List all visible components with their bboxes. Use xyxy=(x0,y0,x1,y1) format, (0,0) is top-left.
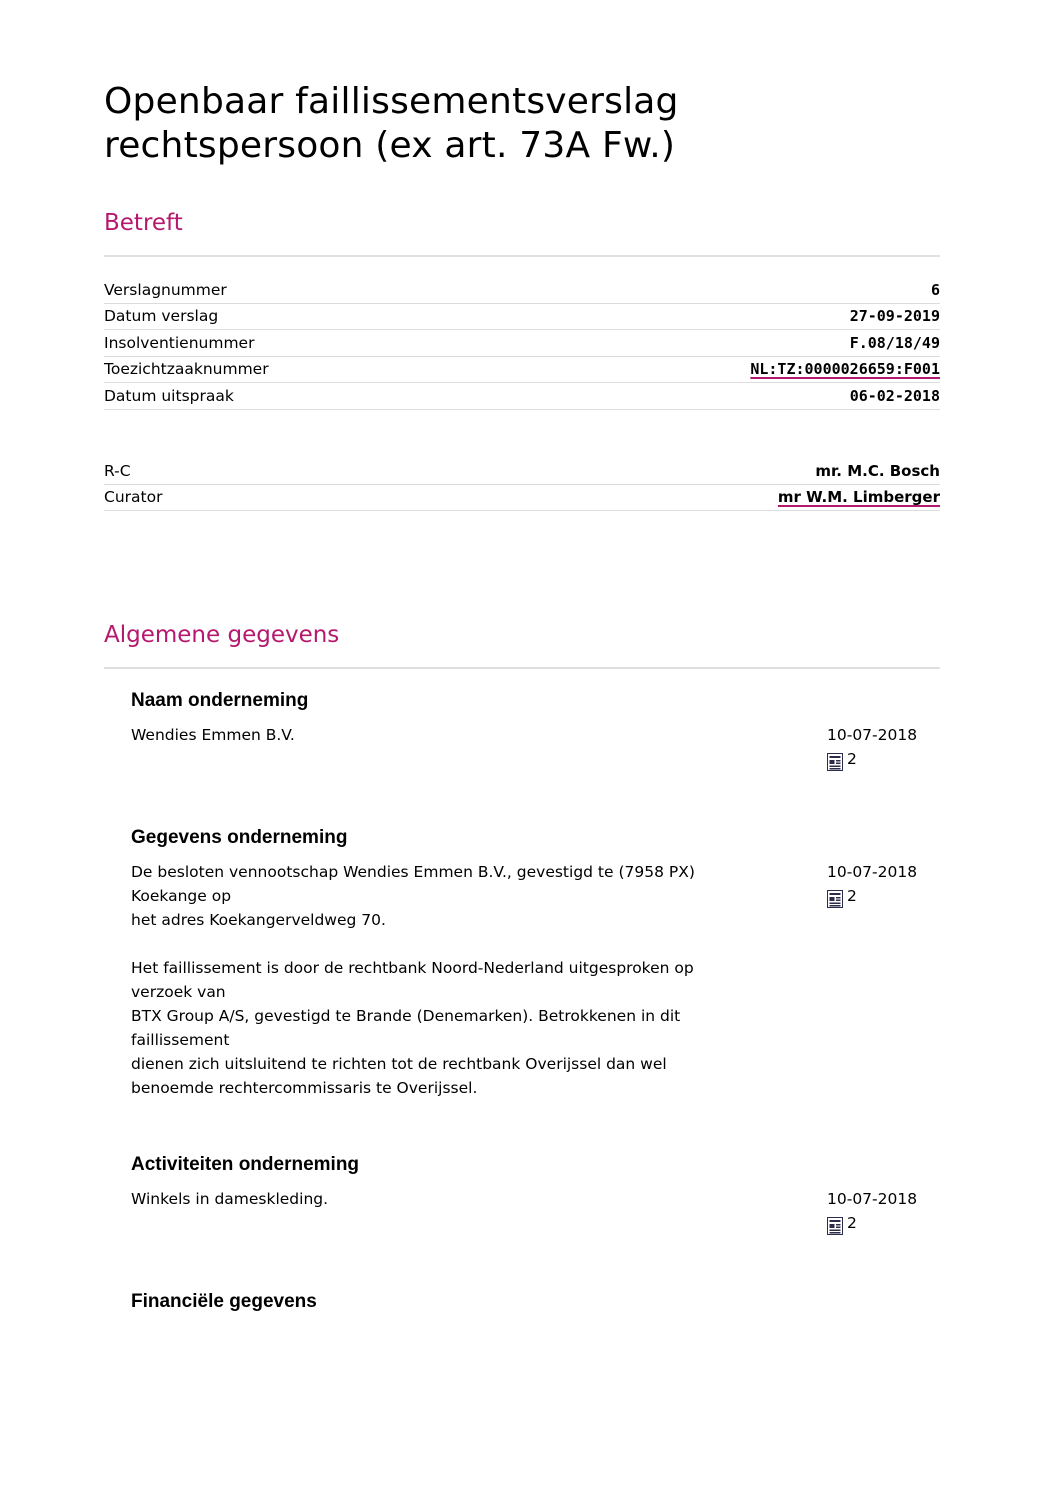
report-reference-link[interactable] xyxy=(827,747,940,771)
person-row-curator xyxy=(104,485,940,512)
report-reference-link[interactable] xyxy=(827,884,940,908)
entry-text: De besloten vennootschap Wendies Emmen B.V., gevestigd te (7958 PX) Koekange op het adres Koekangerveldweg 70. Het faillissement is door de rechtbank Noord-Nederland uitgesproken op verzoek van BTX Group A/S, gevestigd te Brande (Denemarken). Betrokkenen in dit faillissement dienen zich uitsluitend te richten tot de rechtbank Overijssel dan wel benoemde rechtercommissaris te Overijssel. xyxy=(131,863,695,1097)
subsection-title: Gegevens onderneming xyxy=(131,827,348,848)
detail-value: F.08/18/49 xyxy=(849,333,940,352)
detail-label: Toezichtzaaknummer xyxy=(104,360,269,379)
detail-label: Verslagnummer xyxy=(104,280,227,299)
subsection-activiteiten-onderneming xyxy=(131,1153,940,1232)
detail-value: 06-02-2018 xyxy=(849,386,940,405)
report-reference-link[interactable] xyxy=(827,1211,940,1235)
entry-text: Winkels in dameskleding. xyxy=(131,1190,329,1208)
entry-date: 10-07-2018 xyxy=(827,863,918,881)
entry xyxy=(131,1187,940,1232)
subsection-naam-onderneming xyxy=(131,689,940,768)
divider xyxy=(104,255,940,257)
detail-value: 27-09-2019 xyxy=(849,307,940,326)
divider xyxy=(104,667,940,669)
curator-link[interactable]: mr W.M. Limberger xyxy=(777,488,940,507)
detail-row-verslagnummer xyxy=(104,277,940,304)
detail-row-datum-uitspraak xyxy=(104,383,940,410)
entry xyxy=(131,860,940,1100)
case-details-table xyxy=(104,277,940,410)
entry-meta xyxy=(827,1187,940,1235)
detail-row-datum-verslag xyxy=(104,304,940,331)
report-reference-number: 2 xyxy=(847,1214,857,1232)
subsection-title: Activiteiten onderneming xyxy=(131,1154,360,1175)
person-row-rc xyxy=(104,458,940,485)
section-heading-algemene-gegevens: Algemene gegevens xyxy=(104,622,340,648)
report-reference-number: 2 xyxy=(847,887,857,905)
report-reference-number: 2 xyxy=(847,750,857,768)
persons-table xyxy=(104,458,940,511)
detail-label: Insolventienummer xyxy=(104,333,255,352)
subsection-financiele-gegevens xyxy=(131,1290,940,1314)
entry xyxy=(131,723,940,768)
entry-date: 10-07-2018 xyxy=(827,1190,918,1208)
entry-meta xyxy=(827,860,940,908)
detail-row-insolventienummer xyxy=(104,330,940,357)
subsection-title: Naam onderneming xyxy=(131,690,309,711)
document-icon xyxy=(827,890,843,908)
document-icon xyxy=(827,1217,843,1235)
section-heading-betreft: Betreft xyxy=(104,210,183,236)
entry-meta xyxy=(827,723,940,771)
person-label: Curator xyxy=(104,488,163,507)
detail-value: 6 xyxy=(930,280,940,299)
subsection-gegevens-onderneming xyxy=(131,826,940,1100)
person-value: mr. M.C. Bosch xyxy=(815,461,940,480)
detail-row-toezichtzaaknummer xyxy=(104,357,940,384)
entry-date: 10-07-2018 xyxy=(827,726,918,744)
document-icon xyxy=(827,753,843,771)
detail-label: Datum uitspraak xyxy=(104,386,234,405)
entry-text: Wendies Emmen B.V. xyxy=(131,726,295,744)
detail-label: Datum verslag xyxy=(104,307,219,326)
person-label: R-C xyxy=(104,461,131,480)
toezichtzaaknummer-link[interactable]: NL:TZ:0000026659:F001 xyxy=(750,360,940,379)
subsection-title: Financiële gegevens xyxy=(131,1291,317,1312)
page-title: Openbaar faillissementsverslag rechtspersoon (ex art. 73A Fw.) xyxy=(104,81,679,166)
